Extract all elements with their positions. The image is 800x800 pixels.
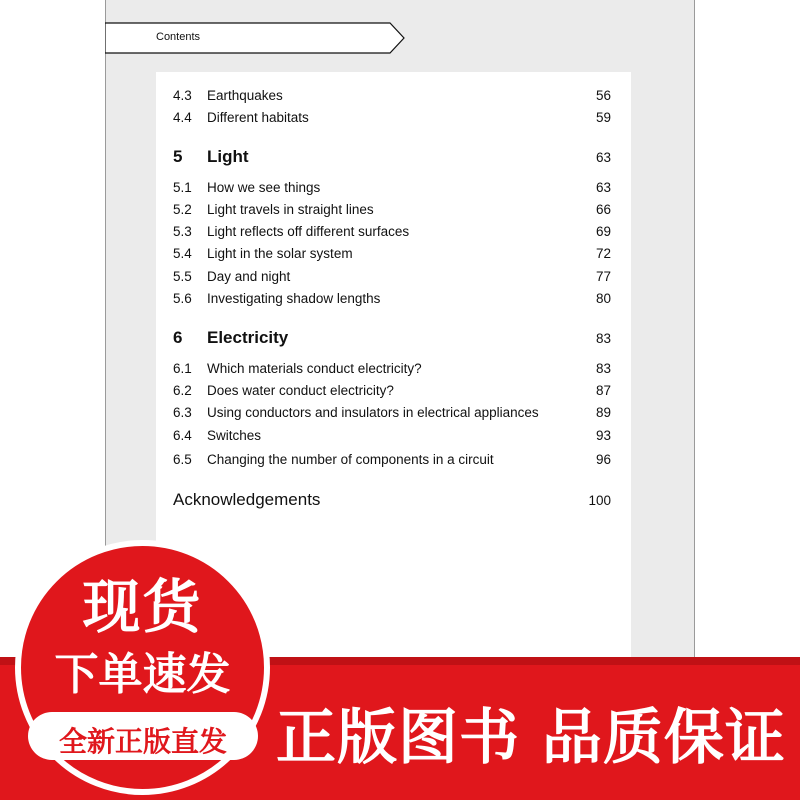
toc-title: Using conductors and insulators in electrical appliances [207,405,539,420]
toc-chapter-title: Electricity [207,328,289,347]
toc-entry [173,88,611,103]
promo-seal-line2: 下单速发 [54,649,231,700]
toc-number: 4.3 [173,88,192,103]
toc-page: 72 [595,246,611,261]
toc-page: 66 [595,202,611,217]
promo-seal-pill-text: 全新正版直发 [58,725,227,758]
toc-title: Investigating shadow lengths [207,291,381,306]
toc-page: 93 [595,428,611,443]
toc-title: Light in the solar system [207,246,353,261]
toc-acknowledgements [173,490,611,510]
toc-chapter-number: 6 [173,328,183,347]
toc-title: Day and night [207,269,291,284]
toc-page: 80 [595,291,611,306]
toc-entry [173,269,611,284]
toc-page: 89 [595,405,611,420]
toc-entry [173,291,611,306]
toc-chapter-6 [173,328,611,348]
toc-page: 59 [595,110,611,125]
toc-title: Switches [207,428,262,443]
toc-page: 77 [595,269,611,284]
toc-entry [173,246,611,261]
toc-page: 56 [595,88,611,103]
toc-number: 6.3 [173,405,192,420]
toc-entry [173,428,611,443]
toc-number: 6.4 [173,428,192,443]
toc-title: Changing the number of components in a circuit [207,452,494,467]
toc-chapter-title: Light [207,147,249,166]
toc-page: 96 [595,452,611,467]
toc-chapter-5 [173,147,611,167]
toc-entry [173,383,611,398]
toc-entry [173,452,611,467]
toc-number: 5.3 [173,224,192,239]
header-label: Contents [156,31,201,43]
toc-entry [173,110,611,125]
toc-page: 63 [595,180,611,195]
toc-entry [173,180,611,195]
promo-band-text: 正版图书 品质保证 [276,703,786,773]
header-tab-arrow [105,22,405,54]
toc-number: 6.5 [173,452,192,467]
toc-number: 5.6 [173,291,192,306]
toc-number: 4.4 [173,110,192,125]
toc-page: 83 [595,331,611,346]
toc-entry [173,361,611,376]
promo-seal-line1: 现货 [82,573,203,641]
toc-chapter-number: 5 [173,147,183,166]
toc-page: 69 [595,224,611,239]
toc-title: Light travels in straight lines [207,202,374,217]
toc-number: 6.2 [173,383,192,398]
toc-number: 6.1 [173,361,192,376]
toc-number: 5.5 [173,269,192,284]
toc-page: 83 [595,361,611,376]
toc-entry [173,202,611,217]
toc-title: Does water conduct electricity? [207,383,394,398]
toc-number: 5.1 [173,180,192,195]
toc-number: 5.2 [173,202,192,217]
toc-title: How we see things [207,180,321,195]
toc-entry [173,224,611,239]
toc-page: 87 [595,383,611,398]
toc-page: 63 [595,150,611,165]
toc-acknowledgements-title: Acknowledgements [173,490,321,509]
toc-number: 5.4 [173,246,192,261]
toc-title: Light reflects off different surfaces [207,224,410,239]
toc-page: 100 [588,493,611,508]
toc-title: Which materials conduct electricity? [207,361,422,376]
toc-title: Earthquakes [207,88,283,103]
toc-title: Different habitats [207,110,309,125]
toc-entry [173,405,611,420]
